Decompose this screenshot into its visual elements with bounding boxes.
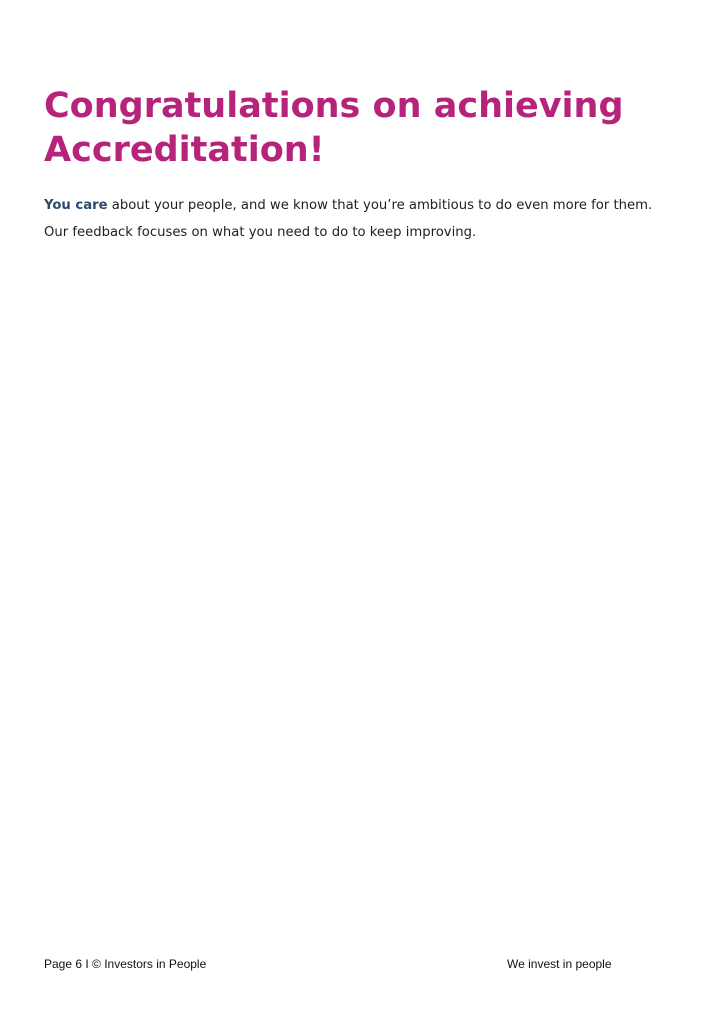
intro-lead: You care — [44, 198, 108, 213]
footer-tagline: We invest in people — [507, 957, 612, 971]
page-title-line-2: Accreditation! — [44, 130, 325, 170]
intro-text-line-2: Our feedback focuses on what you need to do to keep improving. — [44, 225, 477, 240]
footer-page-number: Page 6 I © Investors in People — [44, 957, 207, 971]
intro-text-line-1: about your people, and we know that you’re ambitious to do even more for them. — [107, 198, 653, 213]
page-title — [44, 84, 684, 172]
page-title-line-1: Congratulations on achieving — [44, 86, 624, 126]
intro-paragraph — [44, 192, 704, 246]
